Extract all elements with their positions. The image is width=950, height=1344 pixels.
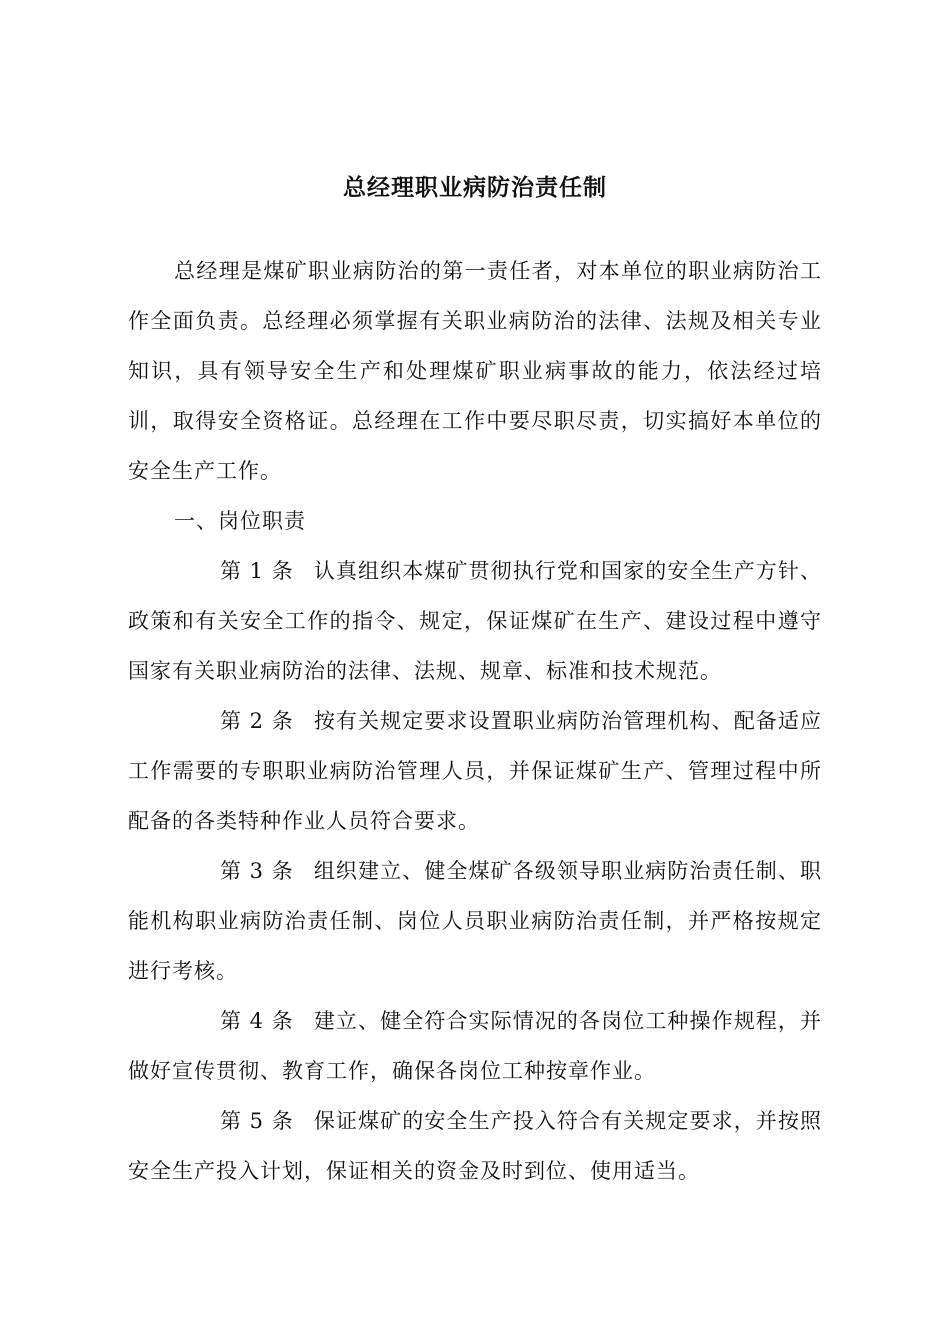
article-number: 第 1 条 [220, 559, 294, 583]
article-text: 按有关规定要求设置职业病防治管理机构、配备适应工作需要的专职职业病防治管理人员，并保证煤矿生产、管理过程中所配备的各类特种作业人员符合要求。 [128, 709, 822, 833]
article-text: 认真组织本煤矿贯彻执行党和国家的安全生产方针、政策和有关安全工作的指令、规定，保证煤矿在生产、建设过程中遵守国家有关职业病防治的法律、法规、规章、标准和技术规范。 [128, 559, 822, 683]
article-number: 第 4 条 [220, 1009, 294, 1033]
article-1 [128, 546, 822, 696]
document-title: 总经理职业病防治责任制 [343, 175, 607, 201]
article-5 [128, 1096, 822, 1196]
article-number: 第 5 条 [220, 1109, 294, 1133]
article-number: 第 3 条 [220, 859, 294, 883]
intro-paragraph: 总经理是煤矿职业病防治的第一责任者，对本单位的职业病防治工作全面负责。总经理必须掌握有关职业病防治的法律、法规及相关专业知识，具有领导安全生产和处理煤矿职业病事故的能力，依法经过培训，取得安全资格证。总经理在工作中要尽职尽责，切实搞好本单位的安全生产工作。 [128, 259, 822, 483]
article-2 [128, 696, 822, 846]
article-text: 组织建立、健全煤矿各级领导职业病防治责任制、职能机构职业病防治责任制、岗位人员职业病防治责任制，并严格按规定进行考核。 [128, 859, 822, 983]
document-body [128, 246, 822, 1196]
article-text: 建立、健全符合实际情况的各岗位工种操作规程，并做好宣传贯彻、教育工作，确保各岗位工种按章作业。 [128, 1009, 822, 1083]
article-text: 保证煤矿的安全生产投入符合有关规定要求，并按照安全生产投入计划，保证相关的资金及时到位、使用适当。 [128, 1109, 822, 1183]
article-4 [128, 996, 822, 1096]
article-3 [128, 846, 822, 996]
section-heading: 一、岗位职责 [174, 509, 306, 533]
article-number: 第 2 条 [220, 709, 294, 733]
